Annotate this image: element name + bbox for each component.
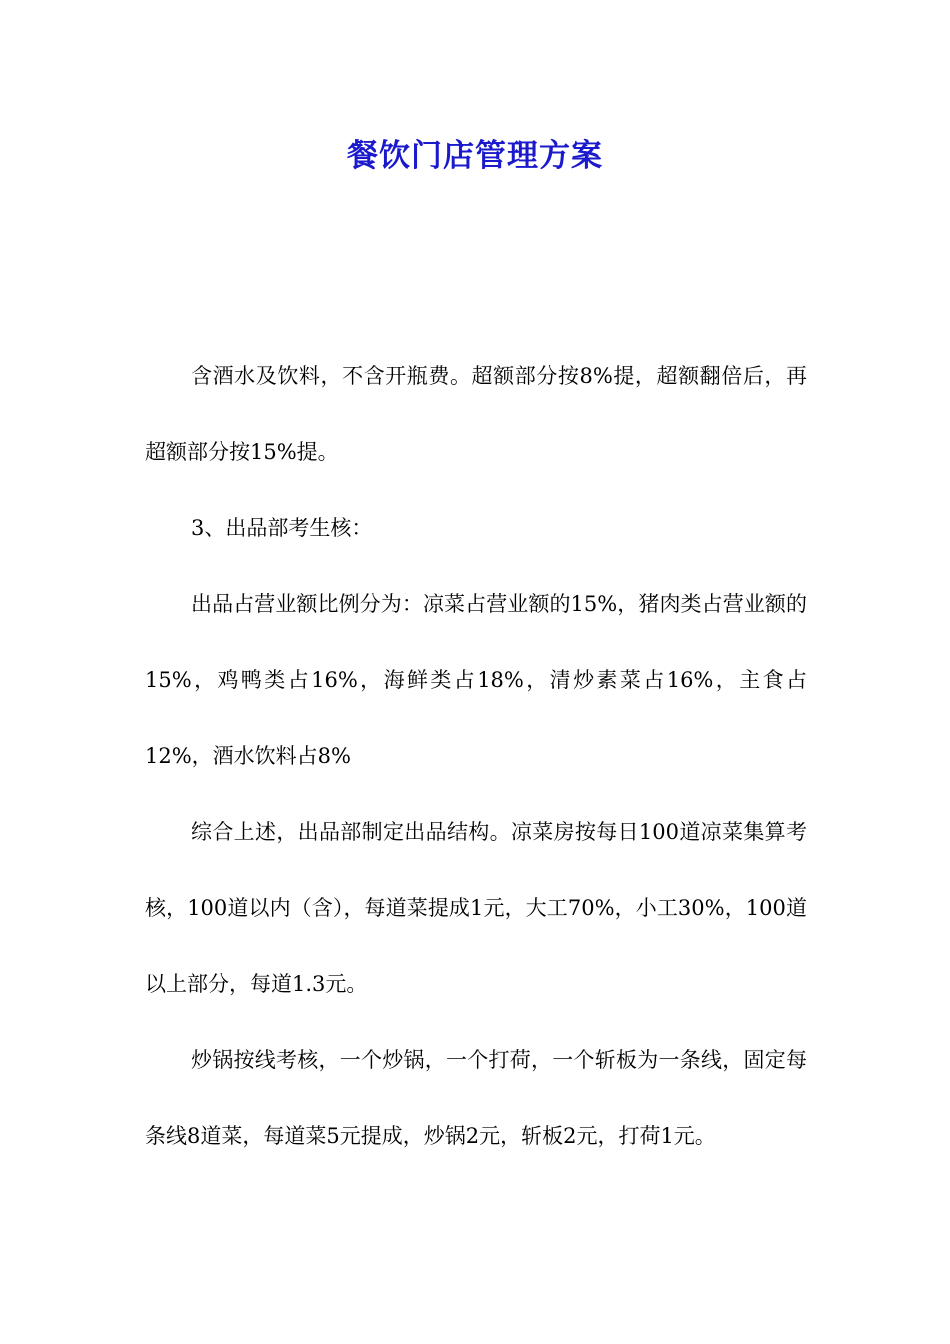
paragraph-beverage-commission: 含酒水及饮料，不含开瓶费。超额部分按8%提，超额翻倍后，再超额部分按15%提。 bbox=[145, 364, 807, 464]
document-body bbox=[145, 338, 807, 1174]
paragraph-cold-dish-assessment: 综合上述，出品部制定出品结构。凉菜房按每日100道凉菜集算考核，100道以内（含），每道菜提成1元，大工70%，小工30%，100道以上部分，每道1.3元。 bbox=[145, 820, 807, 996]
paragraph-section-heading: 3、出品部考生核： bbox=[191, 516, 373, 540]
document-title: 餐饮门店管理方案 bbox=[347, 138, 603, 174]
paragraph-product-ratio: 出品占营业额比例分为：凉菜占营业额的15%，猪肉类占营业额的15%，鸡鸭类占16%，海鲜类占18%，清炒素菜占16%，主食占12%，酒水饮料占8% bbox=[145, 592, 807, 768]
paragraph-wok-line-assessment: 炒锅按线考核，一个炒锅，一个打荷，一个斩板为一条线，固定每条线8道菜，每道菜5元提成，炒锅2元，斩板2元，打荷1元。 bbox=[145, 1048, 807, 1148]
